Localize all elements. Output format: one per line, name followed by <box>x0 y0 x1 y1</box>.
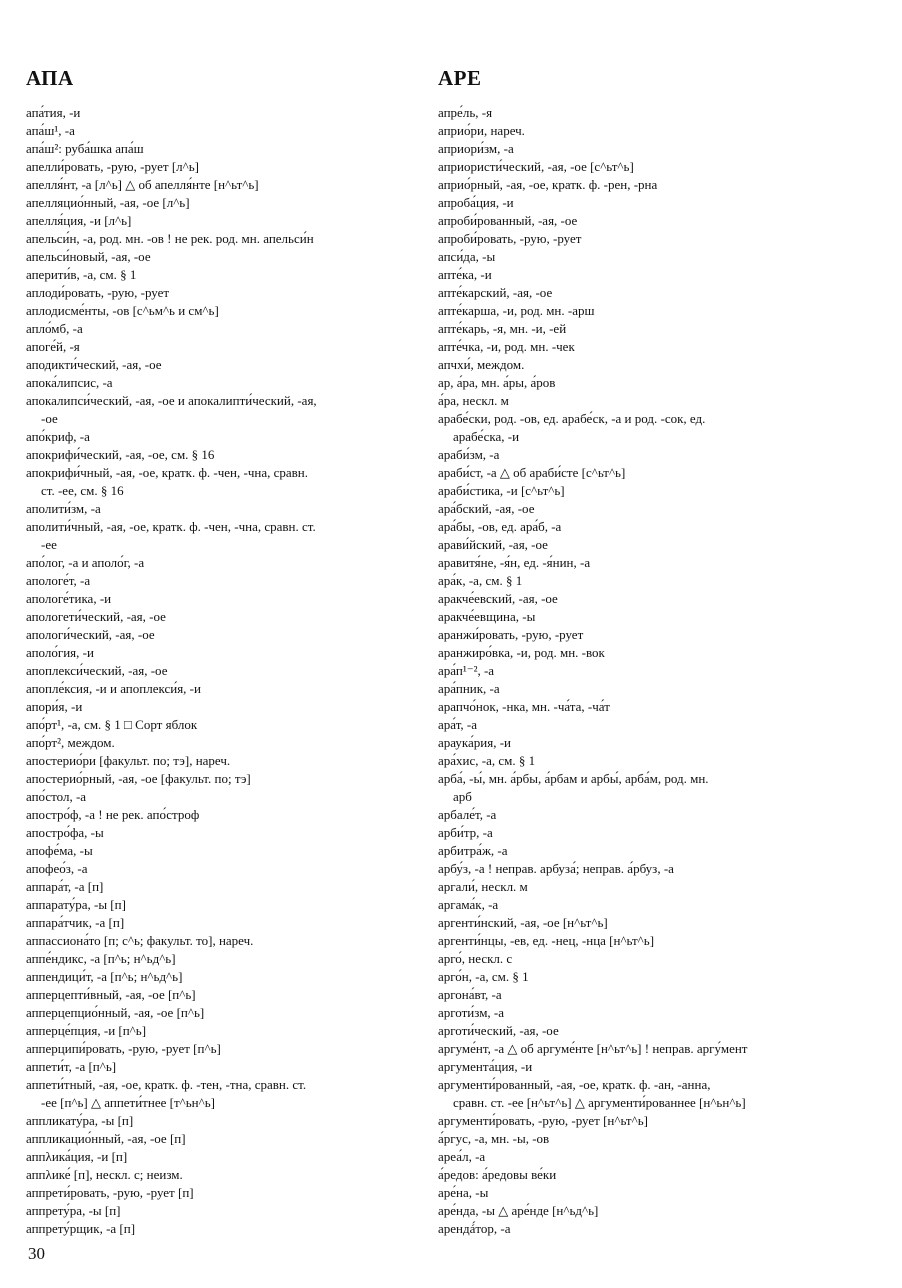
dictionary-entry: аргумента́ция, -и <box>438 1059 533 1074</box>
dictionary-entry: аппети́т, -а [п^ь] <box>26 1059 117 1074</box>
dictionary-entry: аравитя́не, -я́н, ед. -я́нин, -а <box>438 555 591 570</box>
dictionary-entry: апелли́ровать, -рую, -рует [л^ь] <box>26 159 199 174</box>
dictionary-entry: апокрифи́чный, -ая, -ое, кратк. ф. -чен, -чна, сравн. ст. -ее, см. § 16 <box>26 465 308 498</box>
dictionary-entry: апперцепцио́нный, -ая, -ое [п^ь] <box>26 1005 205 1020</box>
dictionary-entry: арго́н, -а, см. § 1 <box>438 969 529 984</box>
dictionary-entry: ара́бский, -ая, -ое <box>438 501 535 516</box>
dictionary-entry: а́редов: а́редовы ве́ки <box>438 1167 557 1182</box>
dictionary-entry: ара́пник, -а <box>438 681 500 696</box>
dictionary-entry: апо́рт¹, -а, см. § 1 □ Сорт яблок <box>26 717 198 732</box>
dictionary-entry: ара́п¹⁻², -а <box>438 663 495 678</box>
dictionary-entry: аппрети́ровать, -рую, -рует [п] <box>26 1185 194 1200</box>
dictionary-entry: аплодисме́нты, -ов [с^ьм^ь и см^ь] <box>26 303 219 318</box>
dictionary-entry: аппарату́ра, -ы [п] <box>26 897 126 912</box>
dictionary-entry: арбитра́ж, -а <box>438 843 508 858</box>
dictionary-entry: апоге́й, -я <box>26 339 80 354</box>
dictionary-entry: апперципи́ровать, -рую, -рует [п^ь] <box>26 1041 221 1056</box>
dictionary-entry: априори́зм, -а <box>438 141 514 156</box>
dictionary-entry: арапчо́нок, -нка, мн. -ча́та, -ча́т <box>438 699 610 714</box>
dictionary-entry: апте́карский, -ая, -ое <box>438 285 553 300</box>
dictionary-entry: апте́карша, -и, род. мн. -арш <box>438 303 595 318</box>
dictionary-entry: апте́карь, -я, мн. -и, -ей <box>438 321 567 336</box>
dictionary-entry: апа́ш¹, -а <box>26 123 75 138</box>
dictionary-entry: апо́криф, -а <box>26 429 90 444</box>
dictionary-entry: арбу́з, -а ! неправ. арбуза́; неправ. а́рбуз, -а <box>438 861 674 876</box>
dictionary-entry: апостерио́ри [факульт. по; тэ], нареч. <box>26 753 231 768</box>
left-entries <box>26 104 414 1238</box>
right-entries <box>438 104 832 1238</box>
dictionary-entry: апори́я, -и <box>26 699 83 714</box>
page-number: 30 <box>28 1244 45 1263</box>
dictionary-entry: аргали́, нескл. м <box>438 879 528 894</box>
dictionary-entry: аппликацио́нный, -ая, -ое [п] <box>26 1131 186 1146</box>
dictionary-entry: аппλика́ция, -и [п] <box>26 1149 128 1164</box>
dictionary-entry: апологе́тика, -и <box>26 591 112 606</box>
dictionary-entry: арбале́т, -а <box>438 807 497 822</box>
dictionary-entry: аппλике́ [п], нескл. с; неизм. <box>26 1167 183 1182</box>
dictionary-entry: апте́чка, -и, род. мн. -чек <box>438 339 575 354</box>
dictionary-entry: а́ргус, -а, мн. -ы, -ов <box>438 1131 550 1146</box>
dictionary-entry: ар, а́ра, мн. а́ры, а́ров <box>438 375 556 390</box>
dictionary-entry: ара́т, -а <box>438 717 478 732</box>
dictionary-entry: арба́, -ы́, мн. а́рбы, а́рбам и арбы́, арба́м, род. мн. арб <box>438 771 709 804</box>
dictionary-entry: апре́ль, -я <box>438 105 493 120</box>
dictionary-entry: апроби́рованный, -ая, -ое <box>438 213 578 228</box>
dictionary-entry: араби́стика, -и [с^ьт^ь] <box>438 483 565 498</box>
dictionary-entry: апчхи́, междом. <box>438 357 525 372</box>
dictionary-entry: апте́ка, -и <box>438 267 492 282</box>
dictionary-entry: аппара́т, -а [п] <box>26 879 104 894</box>
left-running-head: АПА <box>26 66 74 90</box>
dictionary-entry: арго́, нескл. с <box>438 951 513 966</box>
dictionary-entry: ара́к, -а, см. § 1 <box>438 573 523 588</box>
dictionary-entry: аподикти́ческий, -ая, -ое <box>26 357 162 372</box>
dictionary-entry: апелляцио́нный, -ая, -ое [л^ь] <box>26 195 190 210</box>
dictionary-entry: апроби́ровать, -рую, -рует <box>438 231 582 246</box>
dictionary-entry: аргенти́нский, -ая, -ое [н^ьт^ь] <box>438 915 608 930</box>
dictionary-entry: аргенти́нцы, -ев, ед. -нец, -нца [н^ьт^ь] <box>438 933 655 948</box>
dictionary-entry: апа́тия, -и <box>26 105 81 120</box>
right-running-head: АРЕ <box>438 66 482 90</box>
dictionary-entry: ара́бы, -ов, ед. ара́б, -а <box>438 519 562 534</box>
dictionary-entry: апопле́ксия, -и и апоплекси́я, -и <box>26 681 201 696</box>
dictionary-entry: аппара́тчик, -а [п] <box>26 915 125 930</box>
dictionary-entry: апа́ш²: руба́шка апа́ш <box>26 141 144 156</box>
dictionary-entry: а́ра, нескл. м <box>438 393 509 408</box>
dictionary-entry: арави́йский, -ая, -ое <box>438 537 548 552</box>
dictionary-entry: апельси́новый, -ая, -ое <box>26 249 151 264</box>
dictionary-entry: аппассиона́то [п; с^ь; факульт. то], нареч. <box>26 933 254 948</box>
dictionary-entry: аракче́евщина, -ы <box>438 609 536 624</box>
dictionary-entry: апелля́нт, -а [л^ь] △ об апелля́нте [н^ьт^ь] <box>26 177 259 192</box>
dictionary-entry: апостро́фа, -ы <box>26 825 104 840</box>
dictionary-entry: арендá́тор, -а <box>438 1221 511 1236</box>
dictionary-entry: арби́тр, -а <box>438 825 493 840</box>
dictionary-entry: апокалипси́ческий, -ая, -ое и апокалипти́ческий, -ая, -ое <box>26 393 317 426</box>
dictionary-entry: апо́рт², междом. <box>26 735 115 750</box>
dictionary-entry: апологи́ческий, -ая, -ое <box>26 627 155 642</box>
dictionary-entry: аполити́зм, -а <box>26 501 101 516</box>
dictionary-entry: араука́рия, -и <box>438 735 511 750</box>
dictionary-entry: аппрету́рщик, -а [п] <box>26 1221 136 1236</box>
dictionary-entry: апокрифи́ческий, -ая, -ое, см. § 16 <box>26 447 215 462</box>
dictionary-entry: апельси́н, -а, род. мн. -ов ! не рек. род. мн. апельси́н <box>26 231 314 246</box>
dictionary-entry: аранжи́ровать, -рую, -рует <box>438 627 584 642</box>
dictionary-entry: аранжиро́вка, -и, род. мн. -вок <box>438 645 605 660</box>
dictionary-entry: апроба́ция, -и <box>438 195 514 210</box>
dictionary-entry: аппендици́т, -а [п^ь; н^ьд^ь] <box>26 969 183 984</box>
dictionary-entry: аре́на, -ы <box>438 1185 489 1200</box>
dictionary-entry: аргументи́рованный, -ая, -ое, кратк. ф. -ан, -анна, сравн. ст. -ее [н^ьт^ь] △ аргументи́рованнее [н^ьн^ь] <box>438 1077 746 1110</box>
dictionary-entry: арготи́зм, -а <box>438 1005 505 1020</box>
dictionary-entry: аргументи́ровать, -рую, -рует [н^ьт^ь] <box>438 1113 648 1128</box>
dictionary-entry: аперити́в, -а, см. § 1 <box>26 267 137 282</box>
dictionary-entry: апологе́т, -а <box>26 573 91 588</box>
dictionary-entry: арабе́ски, род. -ов, ед. арабе́ск, -а и род. -сок, ед. арабе́ска, -и <box>438 411 706 444</box>
dictionary-entry: апперце́пция, -и [п^ь] <box>26 1023 147 1038</box>
dictionary-entry: арготи́ческий, -ая, -ое <box>438 1023 559 1038</box>
dictionary-entry: араби́зм, -а <box>438 447 500 462</box>
dictionary-entry: апока́липсис, -а <box>26 375 113 390</box>
dictionary-entry: аргона́вт, -а <box>438 987 502 1002</box>
dictionary-entry: апостерио́рный, -ая, -ое [факульт. по; тэ] <box>26 771 251 786</box>
dictionary-entry: апостро́ф, -а ! не рек. апо́строф <box>26 807 200 822</box>
dictionary-entry: априористи́ческий, -ая, -ое [с^ьт^ь] <box>438 159 634 174</box>
dictionary-entry: апперцепти́вный, -ая, -ое [п^ь] <box>26 987 196 1002</box>
dictionary-entry: априо́рный, -ая, -ое, кратк. ф. -рен, -рна <box>438 177 658 192</box>
dictionary-entry: араби́ст, -а △ об араби́сте [с^ьт^ь] <box>438 465 626 480</box>
dictionary-entry: апси́да, -ы <box>438 249 496 264</box>
dictionary-entry: аплоди́ровать, -рую, -рует <box>26 285 170 300</box>
dictionary-entry: апофео́з, -а <box>26 861 88 876</box>
dictionary-entry: аполити́чный, -ая, -ое, кратк. ф. -чен, -чна, сравн. ст. -ее <box>26 519 316 552</box>
dictionary-entry: апо́стол, -а <box>26 789 87 804</box>
dictionary-entry: аре́нда, -ы △ аре́нде [н^ьд^ь] <box>438 1203 599 1218</box>
dictionary-entry: аргама́к, -а <box>438 897 499 912</box>
dictionary-entry: апофе́ма, -ы <box>26 843 93 858</box>
dictionary-entry: апелля́ция, -и [л^ь] <box>26 213 132 228</box>
dictionary-entry: ара́хис, -а, см. § 1 <box>438 753 536 768</box>
dictionary-entry: аппети́тный, -ая, -ое, кратк. ф. -тен, -тна, сравн. ст. -ее [п^ь] △ аппети́тнее [т^ьн^ь] <box>26 1077 307 1110</box>
dictionary-entry: апо́лог, -а и аполо́г, -а <box>26 555 145 570</box>
dictionary-entry: апло́мб, -а <box>26 321 83 336</box>
dictionary-entry: апологети́ческий, -ая, -ое <box>26 609 166 624</box>
dictionary-entry: аракче́евский, -ая, -ое <box>438 591 558 606</box>
dictionary-entry: ареа́л, -а <box>438 1149 486 1164</box>
dictionary-entry: аппликату́ра, -ы [п] <box>26 1113 134 1128</box>
dictionary-entry: апоплекси́ческий, -ая, -ое <box>26 663 168 678</box>
dictionary-entry: аппе́ндикс, -а [п^ь; н^ьд^ь] <box>26 951 176 966</box>
dictionary-entry: аргуме́нт, -а △ об аргуме́нте [н^ьт^ь] ! неправ. аргу́мент <box>438 1041 748 1056</box>
dictionary-entry: априо́ри, нареч. <box>438 123 525 138</box>
dictionary-entry: аппрету́ра, -ы [п] <box>26 1203 121 1218</box>
dictionary-entry: аполо́гия, -и <box>26 645 94 660</box>
